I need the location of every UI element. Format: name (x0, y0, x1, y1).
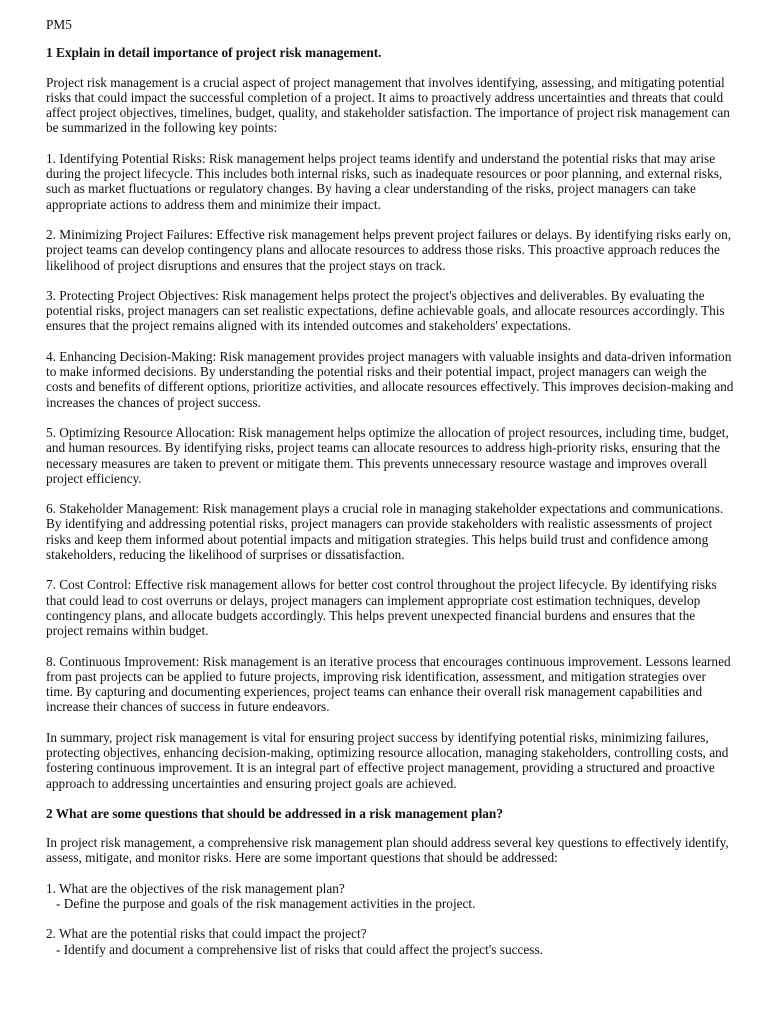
question-item (46, 926, 734, 957)
question-text: 1. What are the objectives of the risk management plan? (46, 880, 345, 896)
question-item (46, 881, 734, 912)
key-point-3: 3. Protecting Project Objectives: Risk management helps protect the project's objectives and deliverables. By evaluating the potential risks, project managers can set realistic expectations, define achievable goals, and allocate resources accordingly. This ensures that the project remains aligned with its intended outcomes and stakeholders' expectations. (46, 287, 725, 334)
answer-text: - Identify and document a comprehensive list of risks that could affect the project's success. (56, 941, 543, 957)
section-1-summary: In summary, project risk management is vital for ensuring project success by identifying potential risks, minimizing failures, protecting objectives, enhancing decision-making, optimizing resource allocation, managing stakeholders, controlling costs, and fostering continuous improvement. It is an integral part of effective project management, providing a structured and proactive approach to addressing uncertainties and ensuring project goals are achieved. (46, 729, 729, 791)
key-point-2: 2. Minimizing Project Failures: Effective risk management helps prevent project failures or delays. By identifying risks early on, project teams can develop contingency plans and allocate resources to address those risks. This proactive approach reduces the likelihood of project disruptions and ensures that the project stays on track. (46, 226, 732, 273)
section-1-heading: 1 Explain in detail importance of project risk management. (46, 45, 382, 61)
key-point-6: 6. Stakeholder Management: Risk management plays a crucial role in managing stakeholder expectations and communications. By identifying and addressing potential risks, project managers can provide stakeholders with realistic assessments of project risks and keep them informed about potential impacts and mitigation strategies. This helps build trust and confidence among stakeholders, reducing the likelihood of surprises or dissatisfaction. (46, 501, 724, 563)
section-2-heading: 2 What are some questions that should be addressed in a risk management plan? (46, 805, 503, 821)
section-2-intro: In project risk management, a comprehensive risk management plan should address several key questions to effectively identify, assess, mitigate, and monitor risks. Here are some important questions that should be addressed: (46, 835, 729, 866)
document-label: PM5 (46, 17, 72, 32)
key-point-5: 5. Optimizing Resource Allocation: Risk management helps optimize the allocation of project resources, including time, budget, and human resources. By identifying risks, project teams can allocate resources to address high-priority risks, ensuring that the necessary measures are taken to prevent or mitigate them. This prevents unnecessary resource wastage and improves overall project efficiency. (46, 424, 729, 486)
key-point-7: 7. Cost Control: Effective risk management allows for better cost control throughout the project lifecycle. By identifying risks that could lead to cost overruns or delays, project managers can implement appropriate cost estimation techniques, develop contingency plans, and allocate budgets accordingly. This helps prevent unexpected financial burdens and ensures that the project remains within budget. (46, 577, 717, 639)
key-point-8: 8. Continuous Improvement: Risk management is an iterative process that encourages continuous improvement. Lessons learned from past projects can be applied to future projects, improving risk identification, assessment, and mitigation strategies over time. By capturing and documenting experiences, project teams can enhance their overall risk management capabilities and increase their chances of success in future endeavors. (46, 653, 731, 715)
key-point-1: 1. Identifying Potential Risks: Risk management helps project teams identify and understand the potential risks that may arise during the project lifecycle. This includes both internal risks, such as inadequate resources or poor planning, and external risks, such as market fluctuations or regulatory changes. By having a clear understanding of the risks, project managers can take appropriate actions to address them and minimize their impact. (46, 150, 723, 212)
section-1-intro: Project risk management is a crucial aspect of project management that involves identifying, assessing, and mitigating potential risks that could impact the successful completion of a project. It aims to proactively address uncertainties and threats that could affect project objectives, timelines, budget, quality, and stakeholder satisfaction. The importance of project risk management can be summarized in the following key points: (46, 74, 730, 136)
key-point-4: 4. Enhancing Decision-Making: Risk management provides project managers with valuable insights and data-driven information to make informed decisions. By understanding the potential risks and their potential impact, project managers can weigh the costs and benefits of different options, prioritize activities, and allocate resources effectively. This improves decision-making and increases the chances of project success. (46, 348, 734, 410)
question-text: 2. What are the potential risks that could impact the project? (46, 926, 367, 942)
answer-text: - Define the purpose and goals of the risk management activities in the project. (56, 896, 476, 912)
